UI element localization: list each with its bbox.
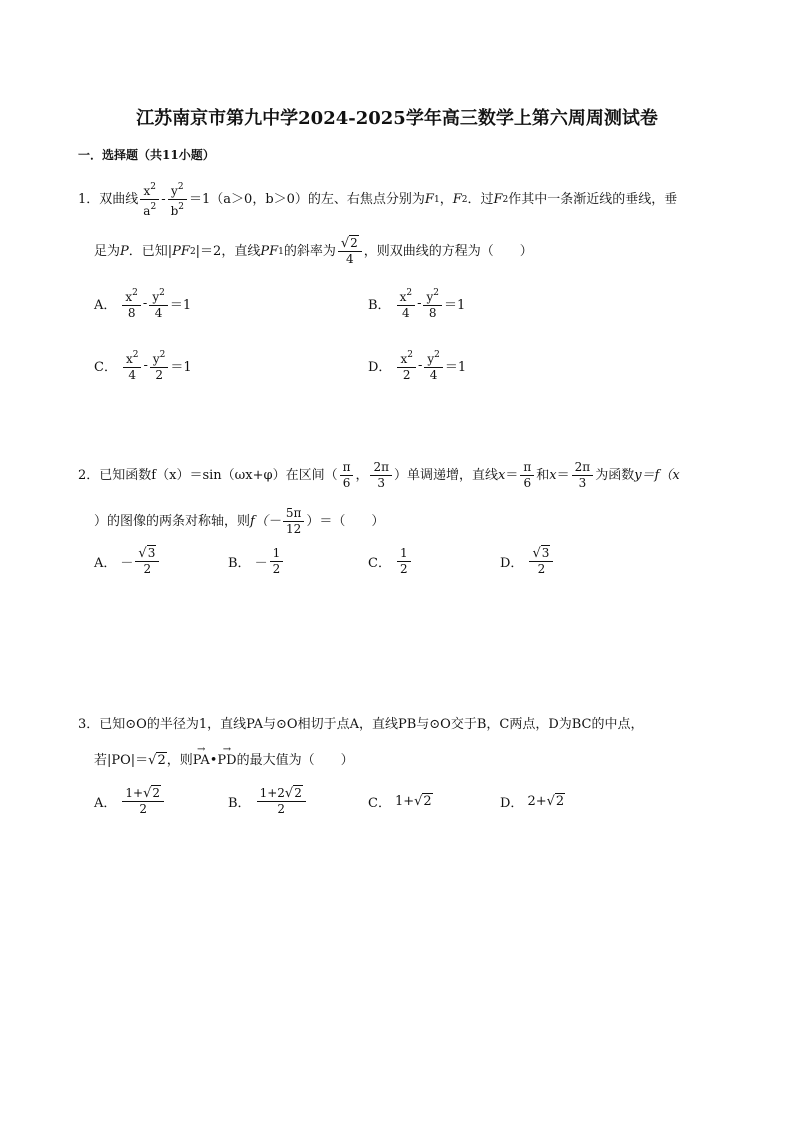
q1-option-c[interactable]: C． $\frac{x^2}{4}$ - $\frac{y^2}{2}$ ＝1: [94, 350, 192, 382]
q2-line1: 2． 已知函数 f（x）＝sin（ωx+φ）在区间（ $\frac{\pi}{6}$ ， $\frac{2\pi}{3}$ ）单调递增，直线 x ＝ $\frac{\pi}{6}$ 和 x ＝ $\frac{2\pi}{3}$ 为函数 y＝f（x: [78, 460, 680, 490]
q1-number: 1．: [78, 191, 100, 207]
q2-option-b[interactable]: B． － $\frac{1}{2}$: [228, 546, 285, 577]
q1-frac-y: $\frac{y^2}{b^2}$: [168, 180, 187, 219]
q1-line2: 足为 P ．已知| PF 2 |＝2，直线 PF 1 的斜率为 $\frac{√2}{4}$ ，则双曲线的方程为（ ）: [94, 236, 533, 266]
q2-option-a[interactable]: A． － $\frac{√3}{2}$: [94, 546, 161, 577]
q3-option-c[interactable]: C． 1+ √2: [368, 794, 432, 811]
q2-option-c[interactable]: C． $\frac{1}{2}$: [368, 546, 413, 577]
q3-option-d[interactable]: D． 2+ √2: [500, 794, 565, 811]
page-title: 江苏南京市第九中学2024-2025学年高三数学上第六周周测试卷: [136, 108, 658, 129]
q3-line2: 若|PO|＝ √2 ，则 → PA • → PD 的最大值为（ ）: [94, 752, 354, 770]
q1-pre: 双曲线: [99, 191, 139, 207]
q1-line1: 1． 双曲线 $\frac{x^2}{a^2}$ - $\frac{y^2}{b^2}$ ＝1 （a＞0，b＞0）的左、右焦点分别为 F 1 ， F 2 ．过 F 2 作其中一条渐近线的垂线，垂: [78, 182, 678, 218]
q1-option-b[interactable]: B． $\frac{x^2}{4}$ - $\frac{y^2}{8}$ ＝1: [368, 288, 466, 320]
section-heading: 一．选择题（共11小题）: [78, 148, 215, 162]
q1-cond: （a＞0，b＞0）的左、右焦点分别为: [210, 191, 425, 207]
q3-option-a[interactable]: A． $\frac{1+√2}{2}$: [94, 786, 166, 817]
q3-line1: 3． 已知⊙O的半径为1，直线PA与⊙O相切于点A，直线PB与⊙O交于B，C两点，D为BC的中点，: [78, 717, 644, 732]
q1-option-a[interactable]: A． $\frac{x^2}{8}$ - $\frac{y^2}{4}$ ＝1: [94, 288, 192, 320]
q3-option-b[interactable]: B． $\frac{1+2√2}{2}$: [228, 786, 308, 817]
q1-frac-x: $\frac{x^2}{a^2}$: [140, 180, 159, 219]
q1-slope: $\frac{√2}{4}$: [338, 236, 362, 267]
q1-option-d[interactable]: D． $\frac{x^2}{2}$ - $\frac{y^2}{4}$ ＝1: [368, 350, 467, 382]
q2-option-d[interactable]: D． $\frac{√3}{2}$: [500, 546, 555, 577]
q2-line2: ）的图像的两条对称轴，则 f（－ $\frac{5\pi}{12}$ ）＝（ ）: [94, 506, 385, 536]
